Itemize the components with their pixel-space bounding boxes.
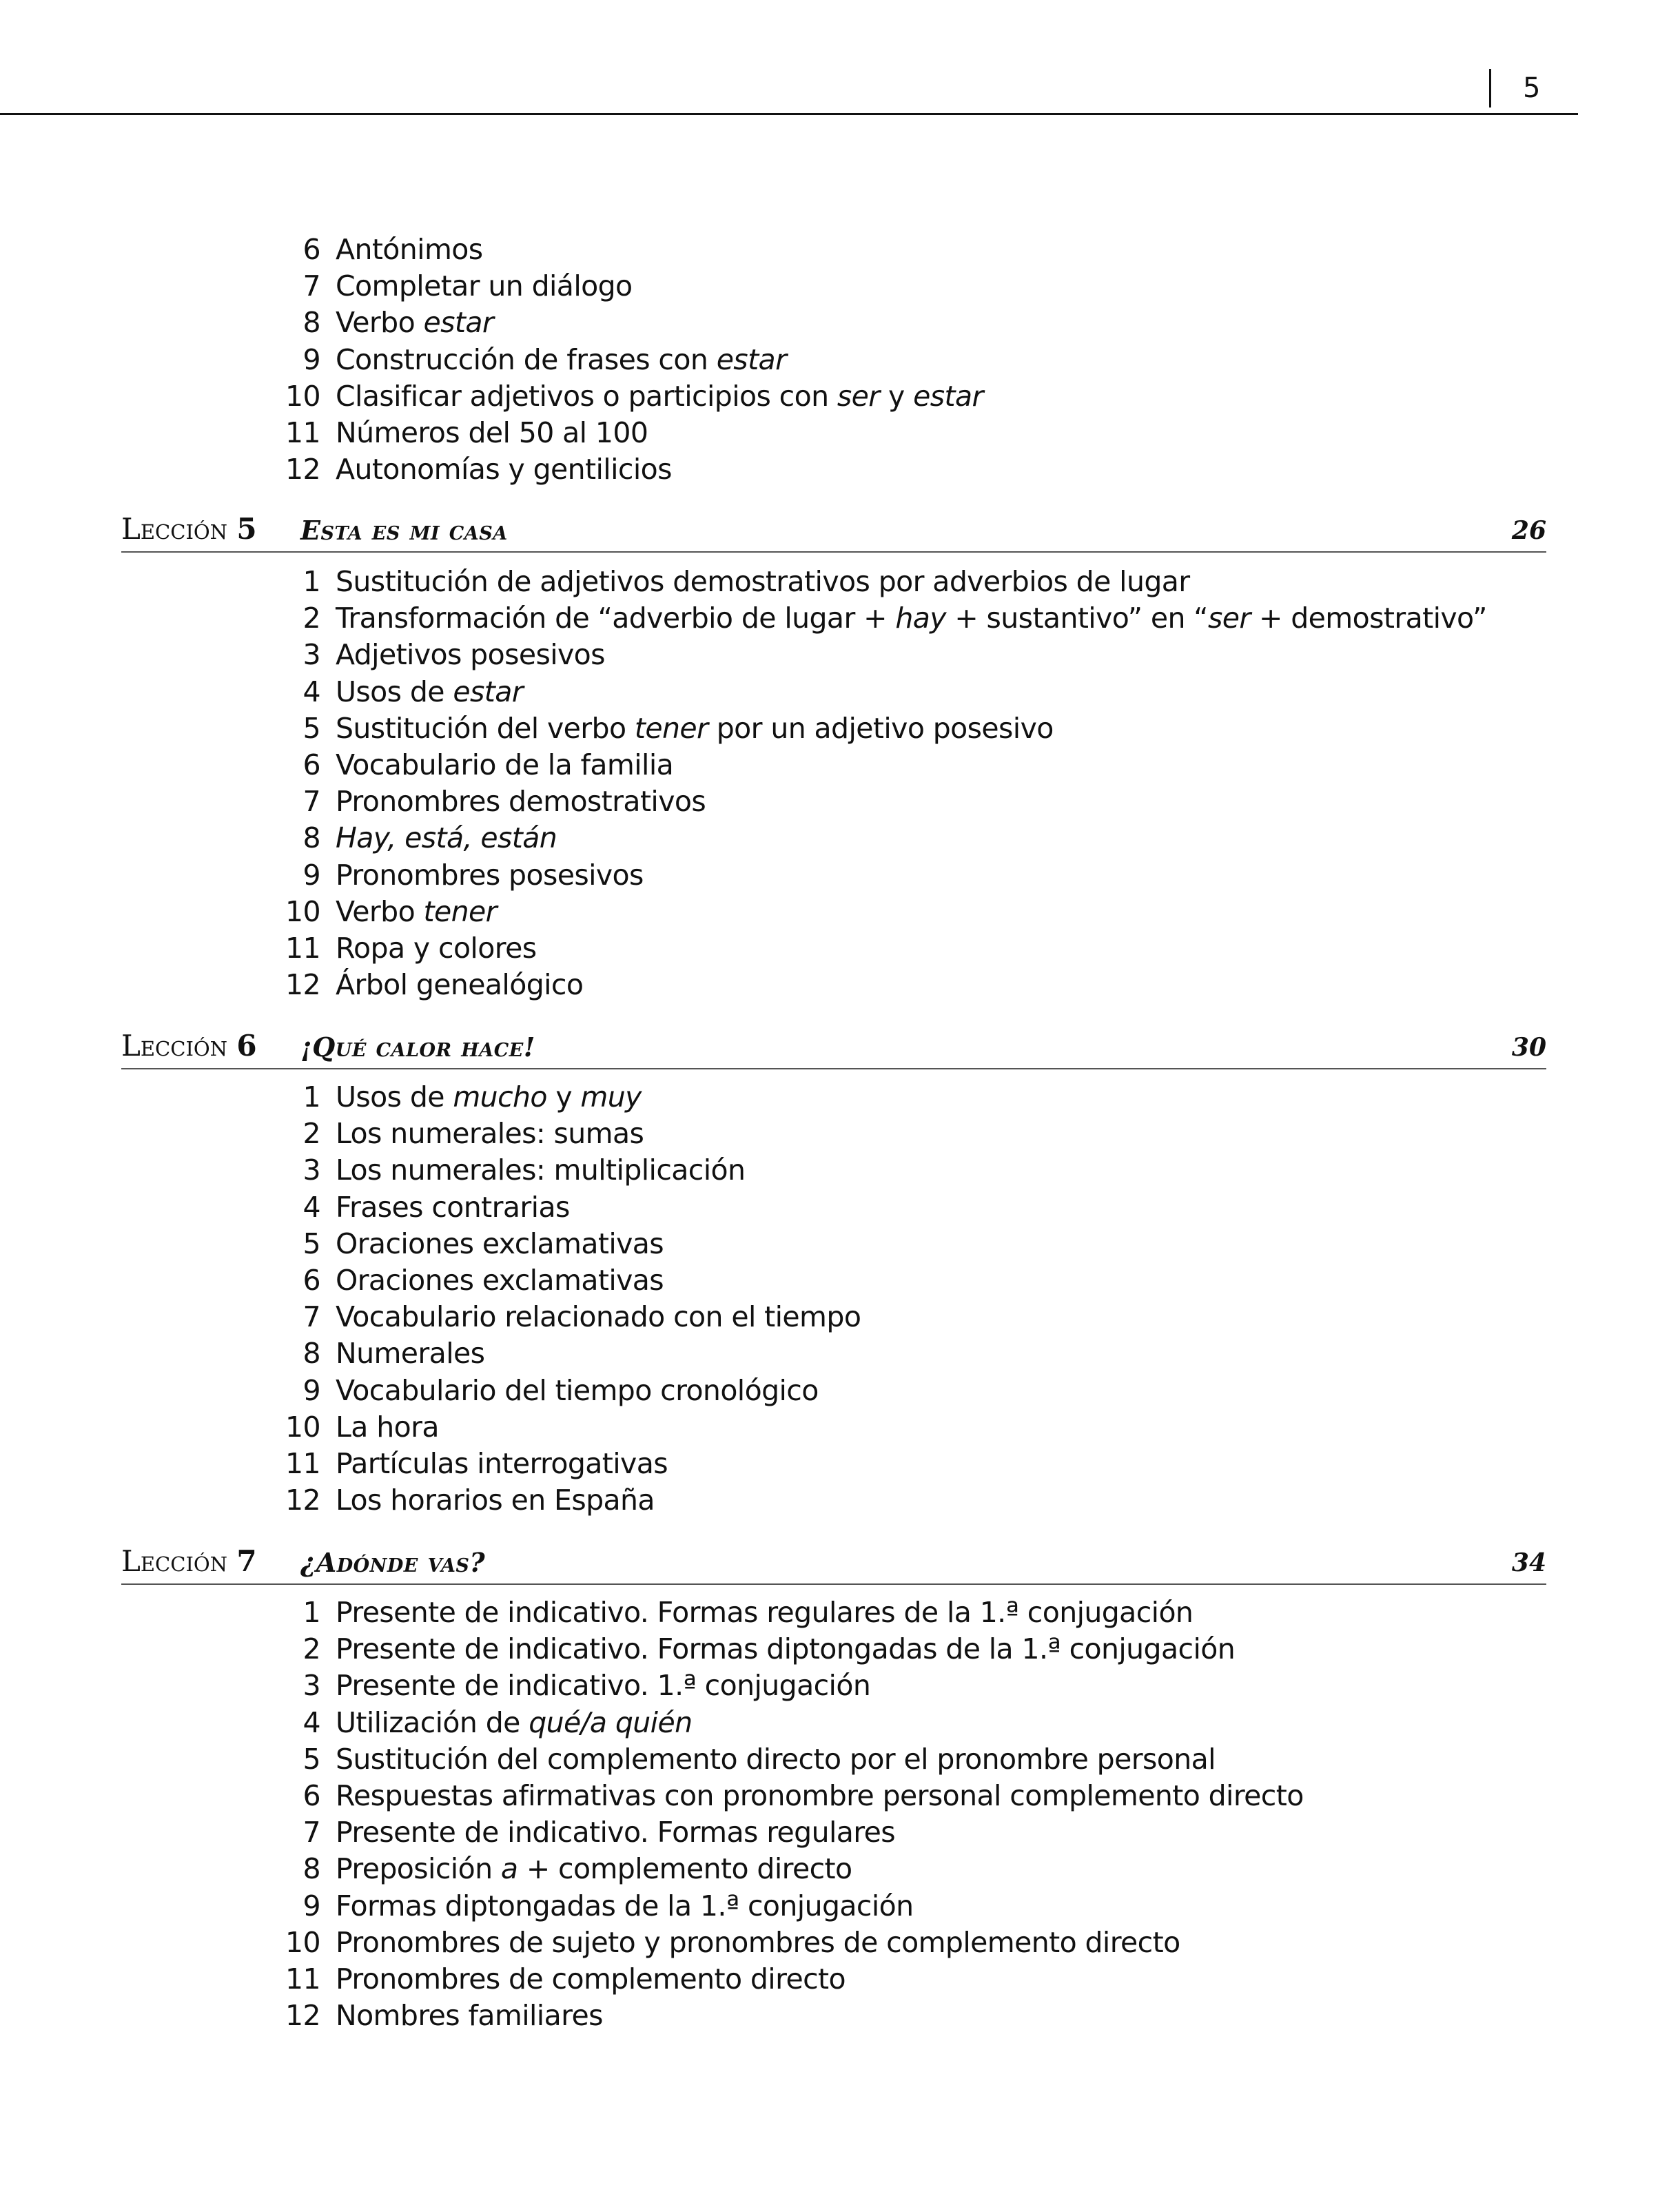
item-text-part: Antónimos: [336, 233, 483, 266]
item-text-part: Numerales: [336, 1337, 485, 1371]
list-item: [0, 451, 1680, 488]
item-text-italic: ser: [1207, 602, 1251, 635]
item-text-part: Oraciones exclamativas: [336, 1227, 664, 1260]
list-item: [0, 1925, 1680, 1961]
item-number: 10: [285, 379, 320, 413]
item-text-part: Números del 50 al 100: [336, 416, 648, 449]
lesson-header-6: [121, 1024, 1546, 1069]
item-text: [336, 1446, 668, 1482]
item-number: 7: [303, 785, 320, 819]
item-number: 9: [303, 1373, 320, 1407]
item-number: 6: [303, 233, 320, 266]
list-item: [0, 378, 1680, 415]
item-number: 10: [285, 1410, 320, 1444]
item-number: 5: [303, 1742, 320, 1776]
list-item: [0, 857, 1680, 894]
list-item: [0, 710, 1680, 747]
item-text-part: La hora: [336, 1410, 439, 1444]
item-text-italic: a: [500, 1852, 518, 1886]
list-item: [0, 1631, 1680, 1668]
item-text: [336, 1631, 1235, 1668]
item-text-part: Verbo: [336, 894, 424, 928]
item-number: 3: [303, 638, 320, 672]
list-item: [0, 1668, 1680, 1704]
item-text: [336, 378, 983, 415]
item-number: 7: [303, 1816, 320, 1849]
page-number-divider: [1489, 69, 1491, 107]
item-text: [336, 1925, 1180, 1961]
item-number: 6: [303, 748, 320, 781]
item-text-part: Usos de: [336, 1080, 453, 1114]
item-text-italic: estar: [423, 306, 494, 340]
item-text-part: Pronombres demostrativos: [336, 785, 706, 819]
item-text-part: + sustantivo” en “: [945, 602, 1208, 635]
list-item: [0, 930, 1680, 967]
item-text: [336, 967, 583, 1003]
item-number: 9: [303, 858, 320, 892]
item-text-part: Vocabulario del tiempo cronológico: [336, 1373, 819, 1407]
item-number: 4: [303, 1190, 320, 1224]
item-text: [336, 451, 672, 488]
item-text-part: Los numerales: multiplicación: [336, 1153, 746, 1187]
item-number: 5: [303, 1227, 320, 1260]
item-text-part: Ropa y colores: [336, 931, 537, 965]
item-text-italic: qué/a quién: [529, 1705, 693, 1739]
list-item: [0, 967, 1680, 1003]
lesson-5-item-list: [0, 564, 1680, 1003]
lesson-7-item-list: [0, 1594, 1680, 2034]
list-item: [0, 1409, 1680, 1446]
lesson-header-5: [121, 507, 1546, 553]
item-text-part: Frases contrarias: [336, 1190, 570, 1224]
item-text-part: y: [879, 379, 914, 413]
lesson-header-7: [121, 1539, 1546, 1585]
item-text-part: Partículas interrogativas: [336, 1446, 668, 1480]
item-text-part: y: [546, 1080, 581, 1114]
item-text-part: Árbol genealógico: [336, 968, 584, 1002]
list-item: [0, 1299, 1680, 1335]
list-item: [0, 1152, 1680, 1189]
item-number: 4: [303, 1705, 320, 1739]
item-text-part: Autonomías y gentilicios: [336, 453, 672, 486]
list-item: [0, 1961, 1680, 1998]
list-item: [0, 747, 1680, 783]
item-text: [336, 1116, 644, 1152]
list-item: [0, 1998, 1680, 2034]
list-item: [0, 305, 1680, 341]
item-text-part: Pronombres de complemento directo: [336, 1962, 846, 1996]
item-text: [336, 1851, 852, 1887]
list-item: [0, 1851, 1680, 1887]
item-text: [336, 564, 1190, 600]
item-number: 8: [303, 306, 320, 340]
list-item: [0, 232, 1680, 268]
item-text-part: Construcción de frases con: [336, 342, 717, 376]
item-text-part: Adjetivos posesivos: [336, 638, 605, 672]
item-text: [336, 1189, 570, 1226]
item-text-italic: Hay, está, están: [336, 821, 557, 855]
item-number: 11: [285, 1446, 320, 1480]
list-item: [0, 894, 1680, 930]
item-number: 11: [285, 416, 320, 449]
list-item: [0, 1262, 1680, 1299]
item-text-part: Oraciones exclamativas: [336, 1263, 664, 1297]
item-text: [336, 637, 605, 673]
lesson-page: 34: [1511, 1548, 1546, 1577]
item-number: 9: [303, 342, 320, 376]
item-number: 6: [303, 1778, 320, 1812]
item-text: [336, 1741, 1216, 1778]
item-number: 2: [303, 1117, 320, 1151]
item-text: [336, 930, 536, 967]
item-text: [336, 305, 493, 341]
list-item: [0, 1778, 1680, 1814]
item-text-italic: mucho: [453, 1080, 547, 1114]
item-text: [336, 1409, 439, 1446]
list-item: [0, 637, 1680, 673]
list-item: [0, 1705, 1680, 1741]
item-text: [336, 1262, 664, 1299]
item-text-part: Los horarios en España: [336, 1484, 655, 1517]
item-text: [336, 674, 523, 710]
item-text-part: Vocabulario relacionado con el tiempo: [336, 1300, 861, 1334]
lesson-label: Lección 5: [121, 512, 257, 546]
item-number: 3: [303, 1153, 320, 1187]
item-number: 2: [303, 602, 320, 635]
page-number: 5: [1523, 72, 1541, 104]
item-text-part: Pronombres posesivos: [336, 858, 644, 892]
item-text: [336, 1888, 914, 1925]
item-text: [336, 710, 1054, 747]
item-text: [336, 1373, 819, 1409]
item-text-part: por un adjetivo posesivo: [708, 711, 1054, 745]
item-number: 11: [285, 1962, 320, 1996]
item-number: 2: [303, 1632, 320, 1666]
item-text: [336, 1998, 603, 2034]
item-text: [336, 232, 483, 268]
item-text: [336, 1778, 1304, 1814]
item-number: 10: [285, 894, 320, 928]
item-text-part: Presente de indicativo. Formas regulares de la 1.ª conjugación: [336, 1596, 1194, 1629]
item-number: 1: [303, 1080, 320, 1114]
lesson-page: 30: [1511, 1033, 1546, 1062]
item-number: 3: [303, 1669, 320, 1703]
list-item: [0, 820, 1680, 857]
item-text-part: Usos de: [336, 675, 453, 708]
item-text-part: Presente de indicativo. 1.ª conjugación: [336, 1669, 871, 1703]
item-text-part: Presente de indicativo. Formas regulares: [336, 1816, 896, 1849]
item-text: [336, 268, 633, 305]
item-text-part: Transformación de “adverbio de lugar +: [336, 602, 896, 635]
item-text: [336, 747, 673, 783]
item-text-italic: tener: [423, 894, 497, 928]
item-number: 12: [285, 453, 320, 486]
lesson-label: Lección 6: [121, 1029, 257, 1063]
item-text-part: Formas diptongadas de la 1.ª conjugación: [336, 1889, 914, 1922]
item-text-part: Clasificar adjetivos o participios con: [336, 379, 837, 413]
lesson-label: Lección 7: [121, 1544, 257, 1578]
item-text-part: Verbo: [336, 306, 424, 340]
list-item: [0, 268, 1680, 305]
item-text-part: + complemento directo: [518, 1852, 852, 1886]
item-number: 1: [303, 1596, 320, 1629]
item-number: 4: [303, 675, 320, 708]
item-number: 12: [285, 1484, 320, 1517]
item-text-part: Nombres familiares: [336, 1999, 603, 2033]
list-item: [0, 1594, 1680, 1631]
item-number: 5: [303, 711, 320, 745]
item-text: [336, 1335, 484, 1372]
item-text-part: Pronombres de sujeto y pronombres de complemento directo: [336, 1925, 1180, 1959]
item-number: 8: [303, 1337, 320, 1371]
list-item: [0, 1814, 1680, 1851]
list-item: [0, 564, 1680, 600]
item-text: [336, 820, 557, 857]
item-text-part: + demostrativo”: [1250, 602, 1487, 635]
item-number: 7: [303, 1300, 320, 1334]
list-item: [0, 1335, 1680, 1372]
item-text-italic: estar: [913, 379, 983, 413]
item-text-italic: muy: [580, 1080, 642, 1114]
item-text: [336, 1668, 870, 1704]
list-item: [0, 1079, 1680, 1116]
item-text-part: Vocabulario de la familia: [336, 748, 674, 781]
item-text-part: Presente de indicativo. Formas diptongadas de la 1.ª conjugación: [336, 1632, 1236, 1666]
item-text-part: Respuestas afirmativas con pronombre personal complemento directo: [336, 1778, 1304, 1812]
item-text-part: Sustitución de adjetivos demostrativos por adverbios de lugar: [336, 565, 1190, 598]
list-item: [0, 600, 1680, 637]
item-number: 12: [285, 968, 320, 1002]
header-rule: [0, 113, 1578, 115]
list-item: [0, 342, 1680, 378]
item-text: [336, 857, 644, 894]
item-text-italic: tener: [634, 711, 708, 745]
list-item: [0, 415, 1680, 451]
item-text-part: Sustitución del complemento directo por el pronombre personal: [336, 1742, 1216, 1776]
item-number: 1: [303, 565, 320, 598]
item-text-part: Los numerales: sumas: [336, 1117, 644, 1151]
item-number: 10: [285, 1925, 320, 1959]
lesson-title: ¡Qué calor hace!: [300, 1032, 535, 1063]
list-item: [0, 1482, 1680, 1519]
item-text: [336, 1079, 642, 1116]
item-number: 8: [303, 821, 320, 855]
item-number: 9: [303, 1889, 320, 1922]
list-item: [0, 1226, 1680, 1262]
item-text: [336, 1705, 692, 1741]
list-item: [0, 1741, 1680, 1778]
item-number: 6: [303, 1263, 320, 1297]
list-item: [0, 783, 1680, 820]
item-text: [336, 1594, 1193, 1631]
lesson-title: Esta es mi casa: [300, 515, 508, 546]
item-number: 8: [303, 1852, 320, 1886]
lesson-page: 26: [1511, 516, 1546, 545]
item-text-part: Preposición: [336, 1852, 501, 1886]
list-item: [0, 1116, 1680, 1152]
item-text-italic: ser: [837, 379, 880, 413]
item-text: [336, 1226, 664, 1262]
list-item: [0, 1888, 1680, 1925]
intro-item-list: [0, 232, 1680, 488]
lesson-title: ¿Adónde vas?: [300, 1547, 486, 1578]
item-text-part: Completar un diálogo: [336, 269, 633, 303]
item-text: [336, 342, 786, 378]
item-text: [336, 1814, 895, 1851]
list-item: [0, 1446, 1680, 1482]
item-text-italic: estar: [453, 675, 523, 708]
lesson-6-item-list: [0, 1079, 1680, 1519]
item-text: [336, 783, 706, 820]
item-text: [336, 600, 1487, 637]
item-number: 11: [285, 931, 320, 965]
list-item: [0, 1189, 1680, 1226]
item-number: 12: [285, 1999, 320, 2033]
list-item: [0, 674, 1680, 710]
item-text-italic: hay: [895, 602, 946, 635]
item-text-italic: estar: [716, 342, 787, 376]
item-text: [336, 894, 497, 930]
item-text: [336, 1299, 861, 1335]
item-number: 7: [303, 269, 320, 303]
item-text-part: Utilización de: [336, 1705, 529, 1739]
item-text-part: Sustitución del verbo: [336, 711, 635, 745]
list-item: [0, 1373, 1680, 1409]
item-text: [336, 415, 648, 451]
item-text: [336, 1482, 655, 1519]
item-text: [336, 1961, 846, 1998]
item-text: [336, 1152, 745, 1189]
